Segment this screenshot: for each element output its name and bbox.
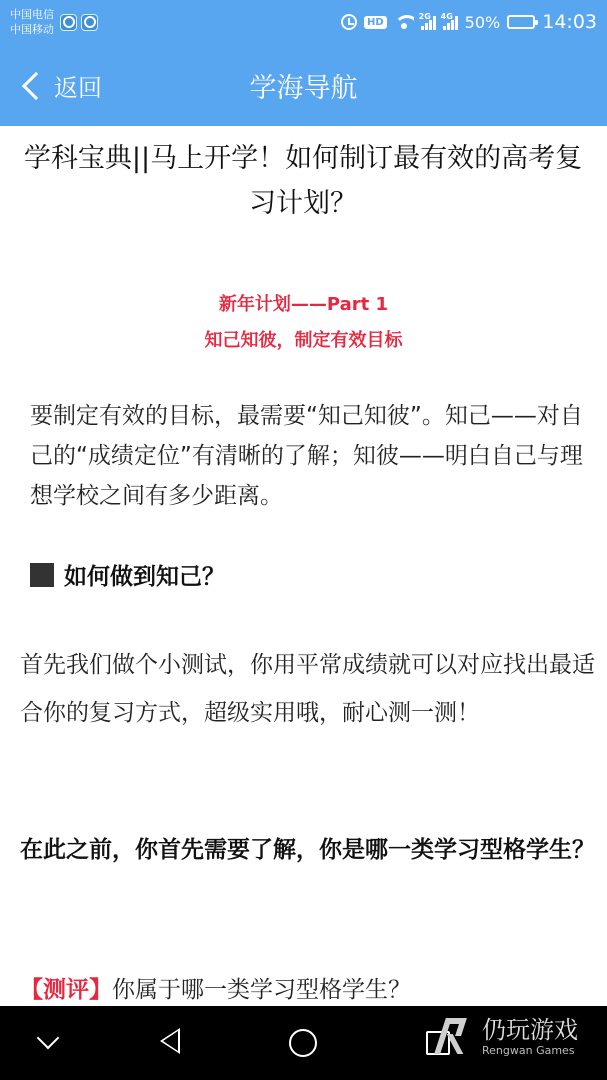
part-heading: 新年计划——Part 1 bbox=[218, 294, 389, 315]
article-title: 学科宝典||马上开学！如何制订最有效的高考复习计划？ bbox=[23, 143, 583, 219]
back-triangle-icon[interactable] bbox=[160, 1028, 180, 1054]
rengwan-logo-icon bbox=[432, 1014, 476, 1058]
part-subheading: 知己知彼，制定有效目标 bbox=[204, 330, 403, 351]
alarm-icon bbox=[341, 14, 357, 30]
test-intro-paragraph: 首先我们做个小测试，你用平常成绩就可以对应找出最适合你的复习方式，超级实用哦，耐心测一测！ bbox=[20, 652, 595, 726]
hd-badge: HD bbox=[364, 16, 387, 29]
system-nav-bar bbox=[0, 1006, 607, 1080]
back-label: 返回 bbox=[54, 74, 102, 102]
notification-icons bbox=[60, 14, 98, 31]
app-header bbox=[0, 44, 607, 126]
status-indicators bbox=[341, 11, 597, 33]
watermark bbox=[432, 1014, 578, 1058]
signal-2g-icon bbox=[418, 11, 436, 30]
notification-app-icon bbox=[60, 14, 77, 31]
intro-paragraph: 要制定有效的目标，最需要“知己知彼”。知己——对自己的“成绩定位”有清晰的了解；知彼——明白自己与理想学校之间有多少距离。 bbox=[30, 403, 583, 509]
evaluation-line bbox=[20, 971, 411, 1004]
carrier-2: 中国移动 bbox=[10, 23, 54, 36]
watermark-name-cn: 仍玩游戏 bbox=[482, 1015, 578, 1044]
signal-4g-label: 4G bbox=[440, 11, 453, 21]
wifi-icon bbox=[394, 15, 414, 29]
status-bar bbox=[0, 0, 607, 44]
home-circle-icon[interactable] bbox=[289, 1029, 317, 1057]
signal-2g-label: 2G bbox=[418, 11, 431, 21]
article-content[interactable] bbox=[0, 126, 607, 1006]
carrier-labels bbox=[10, 7, 54, 37]
battery-icon bbox=[507, 15, 535, 29]
signal-4g-icon bbox=[440, 11, 458, 30]
carrier-1: 中国电信 bbox=[10, 8, 54, 21]
chevron-down-icon[interactable] bbox=[37, 1027, 60, 1050]
watermark-name-en: Rengwan Games bbox=[482, 1043, 575, 1057]
clock: 14:03 bbox=[542, 11, 597, 33]
page-title: 学海导航 bbox=[249, 73, 358, 104]
battery-percent: 50% bbox=[464, 12, 501, 32]
section-heading-text: 如何做到知己？ bbox=[64, 564, 225, 590]
section-heading bbox=[30, 558, 225, 591]
question-paragraph: 在此之前，你首先需要了解，你是哪一类学习型格学生？ bbox=[20, 837, 595, 863]
evaluation-text: 你属于哪一类学习型格学生？ bbox=[112, 977, 411, 1003]
evaluation-tag: 【测评】 bbox=[20, 977, 112, 1003]
notification-app-icon bbox=[81, 14, 98, 31]
square-bullet-icon bbox=[30, 563, 54, 587]
